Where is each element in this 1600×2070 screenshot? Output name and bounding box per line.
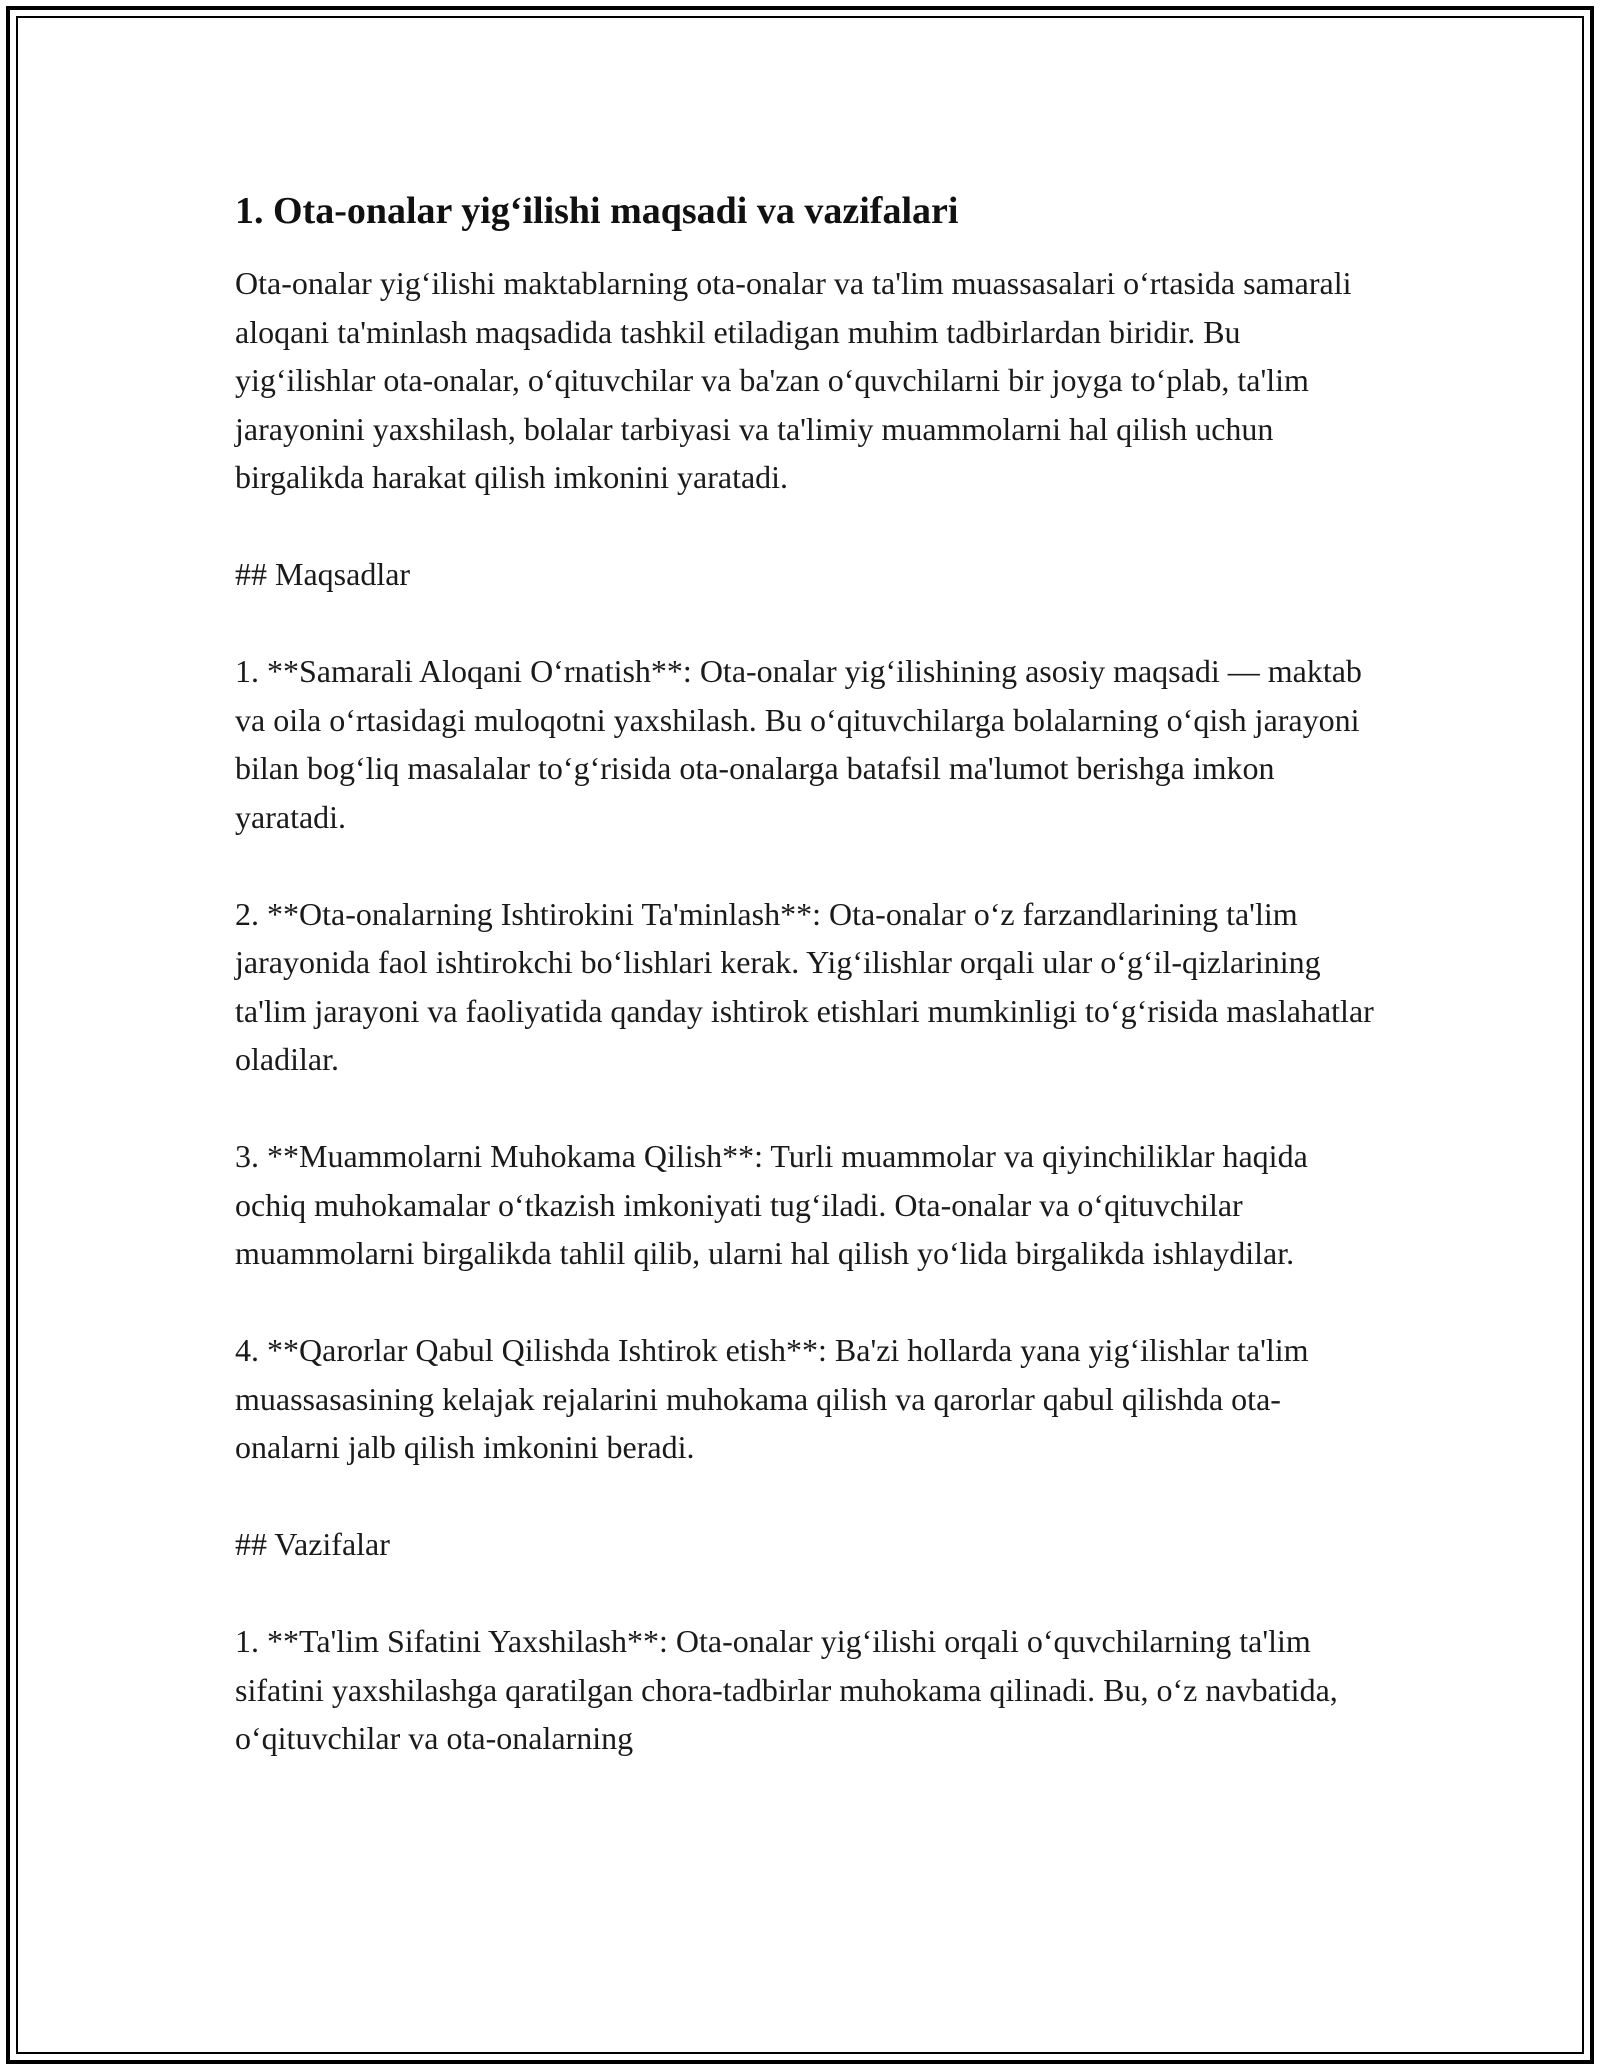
document-title: 1. Ota-onalar yig‘ilishi maqsadi va vazifalari [235, 190, 959, 232]
document-body [235, 187, 1375, 1763]
goal-item-2: 2. **Ota-onalarning Ishtirokini Ta'minlash**: Ota-onalar o‘z farzandlarining ta'lim jarayonida faol ishtirokchi bo‘lishlari kerak. Yig‘ilishlar orqali ular o‘g‘il-qizlarining ta'lim jarayoni va faoliyatida qanday ishtirok etishlari mumkinligi to‘g‘risida maslahatlar oladilar. [235, 895, 1374, 1077]
intro-paragraph: Ota-onalar yig‘ilishi maktablarning ota-onalar va ta'lim muassasalari o‘rtasida samarali aloqani ta'minlash maqsadida tashkil etiladigan muhim tadbirlardan biridir. Bu yig‘ilishlar ota-onalar, o‘qituvchilar va ba'zan o‘quvchilarni bir joyga to‘plab, ta'lim jarayonini yaxshilash, bolalar tarbiyasi va ta'limiy muammolarni hal qilish uchun birgalikda harakat qilish imkonini yaratadi. [235, 265, 1352, 495]
goal-item-3: 3. **Muammolarni Muhokama Qilish**: Turli muammolar va qiyinchiliklar haqida ochiq muhokamalar o‘tkazish imkoniyati tug‘iladi. Ota-onalar va o‘qituvchilar muammolarni birgalikda tahlil qilib, ularni hal qilish yo‘lida birgalikda ishlaydilar. [235, 1138, 1308, 1271]
tasks-heading: ## Vazifalar [235, 1526, 390, 1562]
goal-item-1: 1. **Samarali Aloqani O‘rnatish**: Ota-onalar yig‘ilishining asosiy maqsadi — maktab va oila o‘rtasidagi muloqotni yaxshilash. Bu o‘qituvchilarga bolalarning o‘qish jarayoni bilan bog‘liq masalalar to‘g‘risida ota-onalarga batafsil ma'lumot berishga imkon yaratadi. [235, 653, 1362, 835]
goal-item-4: 4. **Qarorlar Qabul Qilishda Ishtirok etish**: Ba'zi hollarda yana yig‘ilishlar ta'lim muassasasining kelajak rejalarini muhokama qilish va qarorlar qabul qilishda ota-onalarni jalb qilish imkonini beradi. [235, 1332, 1309, 1465]
task-item-1: 1. **Ta'lim Sifatini Yaxshilash**: Ota-onalar yig‘ilishi orqali o‘quvchilarning ta'lim sifatini yaxshilashga qaratilgan chora-tadbirlar muhokama qilinadi. Bu, o‘z navbatida, o‘qituvchilar va ota-onalarning [235, 1623, 1338, 1756]
goals-heading: ## Maqsadlar [235, 556, 411, 592]
